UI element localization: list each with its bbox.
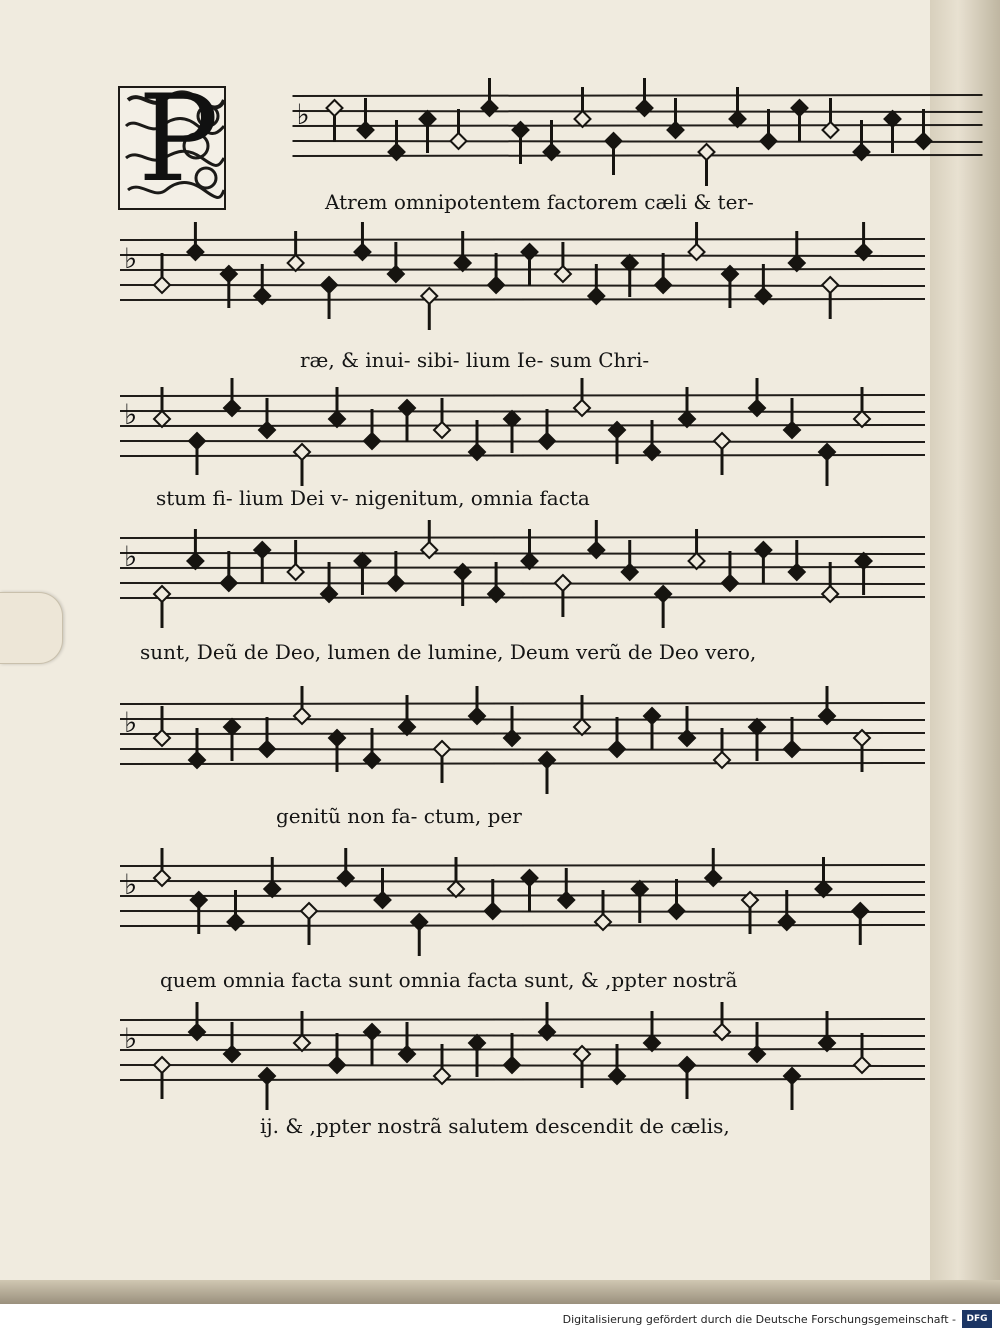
music-staff xyxy=(120,378,925,502)
music-note xyxy=(288,231,304,271)
staff-line xyxy=(120,285,925,286)
staff-lines xyxy=(120,686,925,810)
staff-line xyxy=(120,441,925,442)
staff-line xyxy=(120,1019,925,1020)
music-note xyxy=(388,551,404,591)
music-note xyxy=(259,1068,275,1110)
music-staff xyxy=(235,78,925,202)
music-note xyxy=(722,551,738,591)
music-note xyxy=(434,398,450,438)
clef-icon: ♭ xyxy=(124,398,138,431)
music-note xyxy=(784,1068,800,1110)
music-note xyxy=(189,1002,205,1040)
staff-line xyxy=(120,411,925,412)
music-note xyxy=(714,1002,730,1040)
staff-line xyxy=(120,255,925,256)
music-note xyxy=(224,1022,240,1062)
music-note xyxy=(856,553,872,595)
music-note xyxy=(522,870,538,912)
music-note xyxy=(609,422,625,464)
music-note xyxy=(689,529,705,569)
bookmark-tab xyxy=(0,592,63,664)
music-note xyxy=(434,741,450,783)
lyric-line-6: quem omnia facta sunt omnia facta sunt, & ,ppter nostrã xyxy=(160,968,738,992)
music-note xyxy=(455,231,471,271)
music-note xyxy=(189,433,205,475)
music-note xyxy=(668,98,684,138)
music-note xyxy=(411,914,427,956)
music-note xyxy=(722,266,738,308)
music-note xyxy=(329,1033,345,1073)
music-note xyxy=(504,411,520,453)
music-note xyxy=(852,903,868,945)
music-note xyxy=(154,253,170,293)
lyric-line-5: genitũ non fa- ctum, per xyxy=(276,804,522,828)
music-note xyxy=(655,253,671,293)
page-bottom-edge xyxy=(0,1280,1000,1304)
music-note xyxy=(191,892,207,934)
music-note xyxy=(221,266,237,308)
staff-lines xyxy=(120,378,925,502)
music-note xyxy=(522,244,538,286)
music-note xyxy=(916,109,932,149)
music-note xyxy=(714,433,730,475)
music-note xyxy=(455,564,471,606)
music-note xyxy=(742,892,758,934)
music-note xyxy=(749,1022,765,1062)
staff-line xyxy=(120,719,925,720)
staff-line xyxy=(120,703,925,704)
music-note xyxy=(679,706,695,746)
music-note xyxy=(264,857,280,897)
music-note xyxy=(154,586,170,628)
music-note xyxy=(819,686,835,724)
music-note xyxy=(606,133,622,175)
music-note xyxy=(885,111,901,153)
music-note xyxy=(789,231,805,271)
music-note xyxy=(730,87,746,127)
music-note xyxy=(609,717,625,757)
music-note xyxy=(420,111,436,153)
music-staff xyxy=(120,686,925,810)
music-note xyxy=(301,903,317,945)
music-note xyxy=(375,868,391,908)
music-note xyxy=(329,730,345,772)
music-note xyxy=(482,78,498,116)
staff-lines xyxy=(120,848,925,972)
lyric-line-2: ræ, & inui- sibi- lium Ie- sum Chri- xyxy=(300,348,650,372)
music-note xyxy=(749,378,765,416)
music-note xyxy=(637,78,653,116)
music-note xyxy=(784,717,800,757)
music-note xyxy=(154,387,170,427)
music-staff xyxy=(120,222,925,346)
music-note xyxy=(705,848,721,886)
music-note xyxy=(421,520,437,558)
music-note xyxy=(679,1057,695,1099)
clef-icon: ♭ xyxy=(124,868,138,901)
music-note xyxy=(399,695,415,735)
music-note xyxy=(399,400,415,442)
music-note xyxy=(539,409,555,449)
music-note xyxy=(574,695,590,735)
clef-icon: ♭ xyxy=(124,242,138,275)
music-note xyxy=(555,575,571,617)
music-note xyxy=(327,100,343,142)
music-note xyxy=(221,551,237,591)
dfg-logo-icon: DFG xyxy=(962,1310,992,1328)
music-note xyxy=(655,586,671,628)
staff-line xyxy=(120,583,925,584)
music-note xyxy=(329,387,345,427)
decorated-initial xyxy=(118,86,226,210)
staff-line xyxy=(293,111,983,112)
music-note xyxy=(755,542,771,584)
music-staff xyxy=(120,1002,925,1126)
music-note xyxy=(856,222,872,260)
music-note xyxy=(354,222,370,260)
staff-line xyxy=(293,95,983,96)
music-note xyxy=(504,1033,520,1073)
music-staff xyxy=(120,520,925,644)
music-note xyxy=(539,1002,555,1040)
music-note xyxy=(294,686,310,724)
music-note xyxy=(689,222,705,260)
music-note xyxy=(154,706,170,746)
music-note xyxy=(504,706,520,746)
music-note xyxy=(854,1033,870,1073)
staff-line xyxy=(120,1079,925,1080)
music-note xyxy=(822,277,838,319)
music-note xyxy=(451,109,467,149)
music-note xyxy=(154,1057,170,1099)
music-note xyxy=(513,122,529,164)
music-note xyxy=(364,409,380,449)
funding-notice: Digitalisierung gefördert durch die Deutsche Forschungsgemeinschaft - xyxy=(562,1312,956,1326)
staff-line xyxy=(120,733,925,734)
music-note xyxy=(574,1046,590,1088)
clef-icon: ♭ xyxy=(124,540,138,573)
music-note xyxy=(421,288,437,330)
music-note xyxy=(789,540,805,580)
music-note xyxy=(622,540,638,580)
staff-line xyxy=(120,299,925,300)
clef-icon: ♭ xyxy=(124,1022,138,1055)
staff-line xyxy=(120,597,925,598)
music-note xyxy=(358,98,374,138)
music-note xyxy=(854,387,870,427)
staff-line xyxy=(120,239,925,240)
music-note xyxy=(819,444,835,486)
staff-lines xyxy=(120,520,925,644)
staff-line xyxy=(120,395,925,396)
music-note xyxy=(819,1011,835,1051)
staff-line xyxy=(120,749,925,750)
music-note xyxy=(448,857,464,897)
music-note xyxy=(321,277,337,319)
music-note xyxy=(816,857,832,897)
staff-line xyxy=(120,567,925,568)
music-note xyxy=(555,242,571,282)
music-note xyxy=(488,253,504,293)
staff-line xyxy=(120,763,925,764)
music-note xyxy=(854,730,870,772)
clef-icon: ♭ xyxy=(124,706,138,739)
music-note xyxy=(622,255,638,297)
staff-line xyxy=(120,1065,925,1066)
lyric-line-1: Atrem omnipotentem factorem cæli & ter- xyxy=(325,190,754,214)
music-note xyxy=(154,848,170,886)
music-note xyxy=(575,87,591,127)
music-note xyxy=(644,1011,660,1051)
music-note xyxy=(338,848,354,886)
staff-lines xyxy=(235,78,1000,202)
staff-line xyxy=(120,881,925,882)
music-note xyxy=(259,717,275,757)
music-note xyxy=(784,398,800,438)
music-note xyxy=(224,719,240,761)
music-note xyxy=(632,881,648,923)
clef-icon: ♭ xyxy=(296,98,310,131)
music-note xyxy=(588,520,604,558)
staff-line xyxy=(120,865,925,866)
footer-bar xyxy=(0,1304,1000,1334)
music-note xyxy=(469,686,485,724)
music-note xyxy=(294,1011,310,1051)
staff-line xyxy=(120,1049,925,1050)
music-note xyxy=(761,109,777,149)
music-note xyxy=(558,868,574,908)
music-note xyxy=(469,1035,485,1077)
music-note xyxy=(644,708,660,750)
music-note xyxy=(288,540,304,580)
initial-letter: P xyxy=(138,86,219,209)
staff-lines xyxy=(120,222,925,346)
music-note xyxy=(364,1024,380,1066)
music-note xyxy=(187,529,203,569)
music-note xyxy=(224,378,240,416)
music-note xyxy=(399,1022,415,1062)
music-note xyxy=(679,387,695,427)
lyric-line-7: ij. & ,ppter nostrã salutem descendit de cælis, xyxy=(260,1114,730,1138)
music-note xyxy=(388,242,404,282)
music-staff xyxy=(120,848,925,972)
music-note xyxy=(539,752,555,794)
music-note xyxy=(574,378,590,416)
music-note xyxy=(354,553,370,595)
music-note xyxy=(749,719,765,761)
lyric-line-3: stum fi- lium Dei v- nigenitum, omnia facta xyxy=(156,486,590,510)
music-note xyxy=(187,222,203,260)
staff-line xyxy=(120,425,925,426)
music-note xyxy=(823,98,839,138)
staff-line xyxy=(120,1035,925,1036)
music-note xyxy=(669,879,685,919)
staff-line xyxy=(120,537,925,538)
staff-line xyxy=(120,911,925,912)
staff-line xyxy=(120,895,925,896)
staff-lines xyxy=(120,1002,925,1126)
music-note xyxy=(792,100,808,142)
music-note xyxy=(522,529,538,569)
staff-line xyxy=(120,269,925,270)
staff-line xyxy=(120,553,925,554)
music-note xyxy=(699,144,715,186)
music-note xyxy=(485,879,501,919)
music-note xyxy=(259,398,275,438)
music-note xyxy=(254,542,270,584)
lyric-line-4: sunt, Deũ de Deo, lumen de lumine, Deum verũ de Deo vero, xyxy=(140,640,757,664)
staff-line xyxy=(120,455,925,456)
music-note xyxy=(294,444,310,486)
